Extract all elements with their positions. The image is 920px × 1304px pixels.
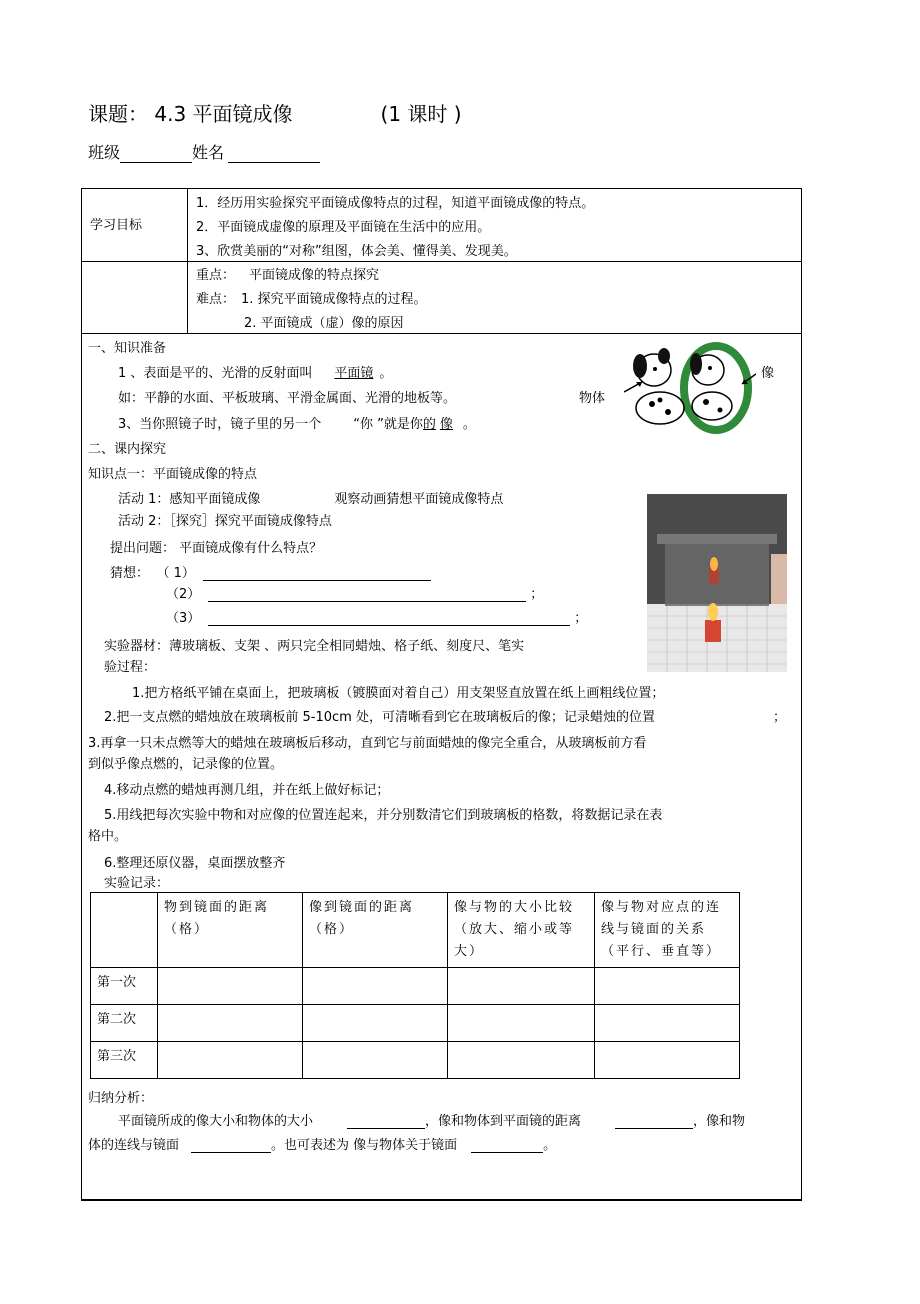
record-label: 实验记录： [104,876,170,891]
name-blank[interactable] [228,146,320,163]
guess-num: （3） [166,611,201,626]
table-row [91,968,740,1005]
prep-line-3-de: 的 [422,417,436,432]
guess-line-3 [166,607,587,626]
question: 提出问题： 平面镜成像有什么特点？ [110,541,323,556]
guess-blank[interactable] [208,609,570,626]
guess-line-1 [110,562,431,581]
divider [81,333,802,334]
activity-1-label: 活动 1：感知平面镜成像 [118,492,261,507]
table-row [91,1042,740,1079]
step-3: 3.再拿一只未点燃等大的蜡烛在玻璃板后移动，直到它与前面蜡烛的像完全重合，从玻璃板前方看 [88,736,647,751]
table-cell[interactable] [595,1005,740,1042]
table-header: 像与物的大小比较（放大、缩小或等大） [448,893,595,968]
step-5-cont: 格中。 [88,829,128,844]
image-label: 像 [761,366,775,381]
class-name-line [88,140,320,163]
dog-mirror-illustration [624,340,756,438]
step-2: 2.把一支点燃的蜡烛放在玻璃板前 5-10cm 处，可清晰看到它在玻璃板后的像；记录蜡烛的位置 [104,710,655,725]
prep-line-3-mid: “你 ”就是你 [353,417,423,432]
step-6: 6.整理还原仪器，桌面摆放整齐 [104,856,286,871]
record-table [90,892,740,1079]
divider [187,188,188,333]
table-header-row [91,893,740,968]
table-cell[interactable] [158,1005,303,1042]
table-corner-cell [91,893,158,968]
summary-line-2: 体的连线与镜面 。也可表述为 像与物体关于镜面 。 [88,1138,557,1153]
row-label: 第三次 [91,1042,158,1079]
guess-num: （2） [166,587,201,602]
difficulty-line [196,288,427,307]
title-text: 课题： 4.3 平面镜成像 [88,102,293,126]
period: 。 [462,417,476,432]
row-label: 第一次 [91,968,158,1005]
focus-text: 平面镜成像的特点探究 [249,268,380,283]
difficulty-text-2: 2. 平面镜成（虚）像的原因 [244,316,404,331]
summary-text: 体的连线与镜面 [88,1138,180,1153]
lesson-count: (1 课时 ) [380,102,462,126]
table-header: 物到镜面的距离（格） [158,893,303,968]
step-2-tail: ； [773,710,787,725]
table-cell[interactable] [303,968,448,1005]
table-cell[interactable] [595,968,740,1005]
summary-blank[interactable] [191,1136,271,1153]
objectives-label: 学习目标 [90,218,143,233]
summary-line-1 [118,1110,745,1129]
focus-label: 重点： [196,268,236,283]
table-header: 像与物对应点的连线与镜面的关系（平行、垂直等） [595,893,740,968]
table-cell[interactable] [448,968,595,1005]
summary-blank[interactable] [347,1112,425,1129]
summary-text: ，像和物 [693,1114,746,1129]
prep-line-1 [118,362,392,381]
class-label: 班级 [88,143,121,162]
prep-heading: 一、知识准备 [88,341,167,356]
divider [81,261,802,262]
period: 。 [379,366,393,381]
activity-2: 活动 2：［探究］探究平面镜成像特点 [118,514,332,529]
semicolon: ； [574,611,588,626]
table-cell[interactable] [158,1042,303,1079]
objective-item: 3、欣赏美丽的“对称”组图，体会美、懂得美、发现美。 [196,244,517,259]
guess-blank[interactable] [208,585,526,602]
step-1: 1.把方格纸平铺在桌面上，把玻璃板（镀膜面对着自己）用支架竖直放置在纸上画粗线位置； [132,686,665,701]
prep-line-2: 如：平静的水面、平板玻璃、平滑金属面、光滑的地板等。 [118,391,457,406]
semicolon: ； [530,587,544,602]
guess-label: 猜想： [110,566,150,581]
explore-heading: 二、课内探究 [88,442,167,457]
summary-blank[interactable] [471,1136,543,1153]
objective-item: 1．经历用实验探究平面镜成像特点的过程，知道平面镜成像的特点。 [196,196,595,211]
guess-num: （ 1） [163,566,195,581]
equipment-text: 薄玻璃板、支架 、两只完全相同蜡烛、格子纸、刻度尺、笔实 [169,639,525,654]
table-cell[interactable] [303,1042,448,1079]
table-cell[interactable] [158,968,303,1005]
table-cell[interactable] [595,1042,740,1079]
object-label: 物体 [579,391,606,406]
guess-blank[interactable] [203,564,431,581]
plane-mirror-answer: 平面镜 [334,366,374,381]
table-cell[interactable] [448,1005,595,1042]
prep-line-1-text: 1 、表面是平的、光滑的反射面叫 [118,366,313,381]
table-cell[interactable] [303,1005,448,1042]
step-5: 5.用线把每次实验中物和对应像的位置连起来，并分别数清它们到玻璃板的格数，将数据记录在表 [104,808,663,823]
activity-1-note: 观察动画猜想平面镜成像特点 [334,492,504,507]
name-label: 姓名 [192,143,225,162]
difficulty-label: 难点： [196,292,236,307]
table-cell[interactable] [448,1042,595,1079]
summary-text: ，像和物体到平面镜的距离 [425,1114,582,1129]
objective-item: 2．平面镜成虚像的原理及平面镜在生活中的应用。 [196,220,491,235]
class-blank[interactable] [120,146,192,163]
summary-blank[interactable] [615,1112,693,1129]
difficulty-text: 1. 探究平面镜成像特点的过程。 [241,292,427,307]
prep-line-3 [118,413,476,432]
summary-label: 归纳分析： [88,1091,154,1106]
row-label: 第二次 [91,1005,158,1042]
summary-text: 。也可表述为 像与物体关于镜面 [271,1138,458,1153]
process-label: 验过程： [104,660,157,675]
image-answer: 像 [439,417,453,432]
equipment-label: 实验器材： [104,639,170,654]
step-4: 4.移动点燃的蜡烛再测几组，并在纸上做好标记； [104,783,390,798]
step-3-cont: 到似乎像点燃的，记录像的位置。 [88,757,284,772]
page-title [88,98,462,127]
table-header: 像到镜面的距离（格） [303,893,448,968]
guess-line-2 [166,583,543,602]
equipment-line [104,635,524,654]
prep-line-3-text: 3、当你照镜子时，镜子里的另一个 [118,417,322,432]
summary-text: 平面镜所成的像大小和物体的大小 [118,1114,314,1129]
knowledge-point-1: 知识点一：平面镜成像的特点 [88,467,258,482]
activity-1 [118,488,503,507]
table-row [91,1005,740,1042]
focus-line [196,264,379,283]
experiment-photo [647,494,787,672]
